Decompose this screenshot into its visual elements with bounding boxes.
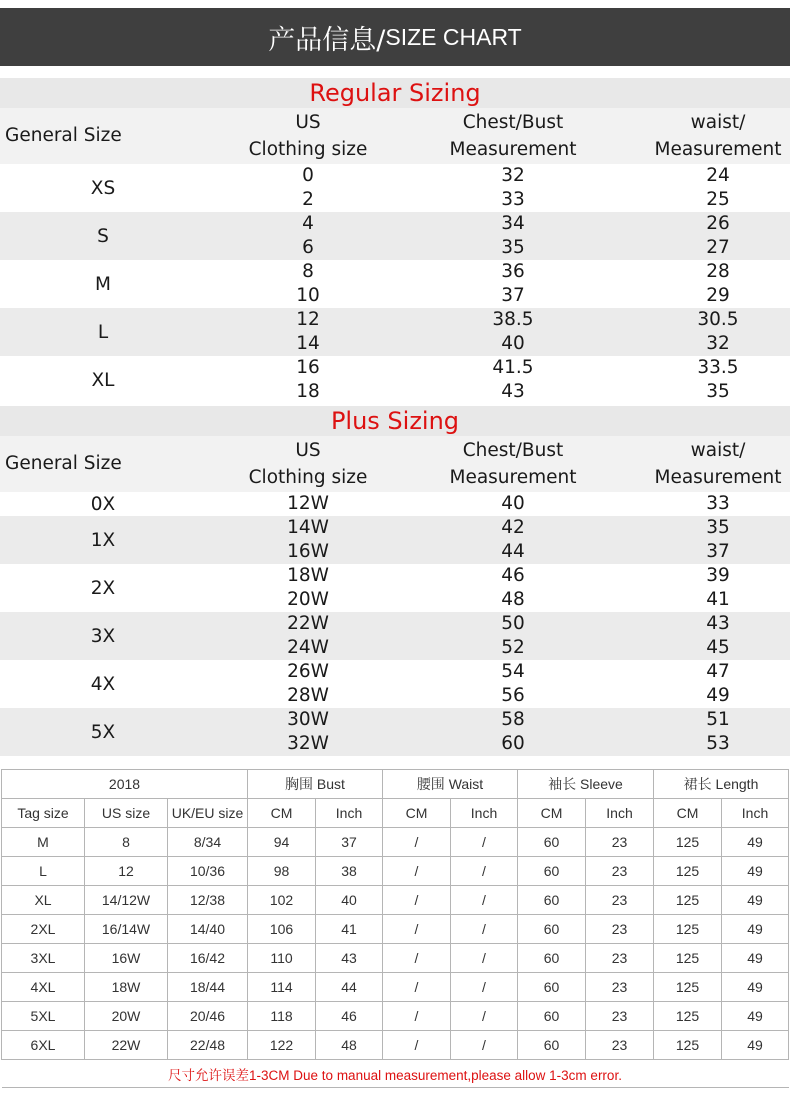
- table-cell: 60: [518, 1002, 586, 1031]
- table-cell: 8: [85, 828, 168, 857]
- table-cell: 60: [518, 944, 586, 973]
- header-waist: waist/: [690, 112, 746, 133]
- table-cell: 125: [654, 915, 722, 944]
- header-us: US: [295, 112, 321, 133]
- us-size-cell: 20W: [287, 589, 329, 610]
- chest-cell: 56: [501, 685, 525, 706]
- us-size-cell: 16W: [287, 541, 329, 562]
- table-cell: 40: [316, 886, 383, 915]
- header-clothing-size: Clothing size: [248, 467, 368, 488]
- us-size-cell: 22W: [287, 613, 329, 634]
- table-cell: 125: [654, 1002, 722, 1031]
- waist-cell: 39: [706, 565, 730, 586]
- table-cell: 18W: [85, 973, 168, 1002]
- chest-cell: 40: [501, 333, 525, 354]
- size-row: [0, 260, 790, 308]
- chest-cell: 54: [501, 661, 525, 682]
- table-cell: 6XL: [2, 1031, 85, 1060]
- us-size-cell: 10: [296, 285, 320, 306]
- table-cell: /: [383, 886, 451, 915]
- general-size-cell: M: [95, 273, 111, 295]
- page-header: [0, 8, 790, 66]
- table-cell: M: [2, 828, 85, 857]
- header-waist: waist/: [690, 440, 746, 461]
- header-title-cn: 产品信息/: [268, 24, 386, 56]
- subheader-cell: UK/EU size: [168, 799, 248, 828]
- table-cell: /: [383, 1002, 451, 1031]
- header-clothing-size: Clothing size: [248, 139, 368, 160]
- us-size-cell: 4: [302, 213, 314, 234]
- waist-cell: 33.5: [697, 357, 739, 378]
- table-row: [2, 828, 789, 857]
- size-row: [0, 356, 790, 404]
- table-cell: /: [383, 828, 451, 857]
- subheader-cell: CM: [248, 799, 316, 828]
- table-cell: 125: [654, 973, 722, 1002]
- size-row: [0, 708, 790, 756]
- waist-cell: 29: [706, 285, 730, 306]
- regular-sizing-title: Regular Sizing: [0, 78, 790, 108]
- table-cell: 10/36: [168, 857, 248, 886]
- waist-cell: 51: [706, 709, 730, 730]
- chest-cell: 42: [501, 517, 525, 538]
- table-cell: 114: [248, 973, 316, 1002]
- table-cell: /: [451, 944, 518, 973]
- us-size-cell: 16: [296, 357, 320, 378]
- table-cell: /: [451, 915, 518, 944]
- table-cell: 18/44: [168, 973, 248, 1002]
- table-cell: 20/46: [168, 1002, 248, 1031]
- us-size-cell: 24W: [287, 637, 329, 658]
- size-row: [0, 564, 790, 612]
- group-bust: 胸围 Bust: [248, 770, 383, 799]
- header-waist-measurement: Measurement: [654, 467, 782, 488]
- table-cell: 60: [518, 915, 586, 944]
- regular-header-row: [0, 108, 790, 164]
- table-cell: 125: [654, 1031, 722, 1060]
- table-cell: /: [383, 944, 451, 973]
- table-subheader-row: [2, 799, 789, 828]
- table-row: [2, 1031, 789, 1060]
- waist-cell: 30.5: [697, 309, 739, 330]
- table-cell: 14/40: [168, 915, 248, 944]
- table-cell: 4XL: [2, 973, 85, 1002]
- header-title-en: SIZE CHART: [385, 23, 522, 50]
- table-cell: 12/38: [168, 886, 248, 915]
- us-size-cell: 8: [302, 261, 314, 282]
- chest-cell: 46: [501, 565, 525, 586]
- table-cell: 106: [248, 915, 316, 944]
- header-chest-measurement: Measurement: [449, 467, 577, 488]
- subheader-cell: Inch: [722, 799, 789, 828]
- subheader-cell: Inch: [451, 799, 518, 828]
- table-cell: 98: [248, 857, 316, 886]
- table-cell: /: [451, 1031, 518, 1060]
- table-cell: 43: [316, 944, 383, 973]
- size-row: [0, 660, 790, 708]
- chest-cell: 33: [501, 189, 525, 210]
- table-cell: 125: [654, 828, 722, 857]
- size-row: [0, 612, 790, 660]
- general-size-cell: 4X: [90, 673, 116, 695]
- table-cell: 37: [316, 828, 383, 857]
- table-cell: /: [451, 1002, 518, 1031]
- table-cell: 41: [316, 915, 383, 944]
- chest-cell: 36: [501, 261, 525, 282]
- table-cell: 60: [518, 886, 586, 915]
- waist-cell: 24: [706, 165, 730, 186]
- table-cell: 60: [518, 1031, 586, 1060]
- chest-cell: 38.5: [492, 309, 534, 330]
- general-size-cell: 3X: [90, 625, 116, 647]
- table-cell: 3XL: [2, 944, 85, 973]
- plus-sizing-title: Plus Sizing: [0, 406, 790, 436]
- chest-cell: 32: [501, 165, 525, 186]
- group-sleeve: 袖长 Sleeve: [518, 770, 654, 799]
- table-cell: 22/48: [168, 1031, 248, 1060]
- header-waist-measurement: Measurement: [654, 139, 782, 160]
- table-cell: 49: [722, 973, 789, 1002]
- table-cell: 60: [518, 828, 586, 857]
- chest-cell: 44: [501, 541, 525, 562]
- waist-cell: 27: [706, 237, 730, 258]
- table-cell: 23: [586, 857, 654, 886]
- header-chest: Chest/Bust: [462, 112, 564, 133]
- table-cell: /: [451, 857, 518, 886]
- subheader-cell: CM: [518, 799, 586, 828]
- subheader-cell: CM: [383, 799, 451, 828]
- waist-cell: 33: [706, 493, 730, 514]
- table-cell: 125: [654, 857, 722, 886]
- measurement-note: 尺寸允许误差1-3CM Due to manual measurement,please allow 1-3cm error.: [2, 1060, 789, 1088]
- waist-cell: 28: [706, 261, 730, 282]
- us-size-cell: 12W: [287, 493, 329, 514]
- measurement-table: [1, 769, 789, 1088]
- table-cell: 49: [722, 886, 789, 915]
- table-cell: 44: [316, 973, 383, 1002]
- size-row: [0, 164, 790, 212]
- general-size-cell: 2X: [90, 577, 116, 599]
- table-group-header-row: [2, 770, 789, 799]
- us-size-cell: 32W: [287, 733, 329, 754]
- chest-cell: 43: [501, 381, 525, 402]
- us-size-cell: 18W: [287, 565, 329, 586]
- size-row: [0, 492, 790, 516]
- waist-cell: 37: [706, 541, 730, 562]
- table-cell: 14/12W: [85, 886, 168, 915]
- subheader-cell: Inch: [316, 799, 383, 828]
- waist-cell: 35: [706, 381, 730, 402]
- subheader-cell: Tag size: [2, 799, 85, 828]
- table-row: [2, 857, 789, 886]
- header-chest: Chest/Bust: [462, 440, 564, 461]
- general-size-cell: S: [97, 225, 109, 247]
- table-cell: 5XL: [2, 1002, 85, 1031]
- table-cell: 23: [586, 886, 654, 915]
- table-cell: 125: [654, 886, 722, 915]
- group-waist: 腰围 Waist: [383, 770, 518, 799]
- table-cell: 38: [316, 857, 383, 886]
- table-cell: 23: [586, 944, 654, 973]
- us-size-cell: 12: [296, 309, 320, 330]
- table-cell: 102: [248, 886, 316, 915]
- chest-cell: 34: [501, 213, 525, 234]
- header-general-size: General Size: [5, 453, 122, 474]
- table-cell: /: [451, 973, 518, 1002]
- table-cell: 2XL: [2, 915, 85, 944]
- table-cell: L: [2, 857, 85, 886]
- chest-cell: 40: [501, 493, 525, 514]
- subheader-cell: US size: [85, 799, 168, 828]
- table-cell: 8/34: [168, 828, 248, 857]
- table-cell: /: [383, 857, 451, 886]
- table-cell: /: [383, 973, 451, 1002]
- waist-cell: 47: [706, 661, 730, 682]
- chest-cell: 52: [501, 637, 525, 658]
- size-row: [0, 308, 790, 356]
- table-cell: 16/14W: [85, 915, 168, 944]
- table-cell: 49: [722, 1031, 789, 1060]
- chest-cell: 35: [501, 237, 525, 258]
- waist-cell: 32: [706, 333, 730, 354]
- table-cell: 49: [722, 1002, 789, 1031]
- table-cell: /: [383, 1031, 451, 1060]
- table-row: [2, 944, 789, 973]
- us-size-cell: 30W: [287, 709, 329, 730]
- waist-cell: 53: [706, 733, 730, 754]
- table-cell: 46: [316, 1002, 383, 1031]
- table-cell: /: [451, 886, 518, 915]
- table-cell: 20W: [85, 1002, 168, 1031]
- us-size-cell: 14W: [287, 517, 329, 538]
- us-size-cell: 18: [296, 381, 320, 402]
- us-size-cell: 28W: [287, 685, 329, 706]
- table-cell: 23: [586, 973, 654, 1002]
- note-row: [2, 1060, 789, 1088]
- chest-cell: 60: [501, 733, 525, 754]
- table-cell: 16/42: [168, 944, 248, 973]
- chest-cell: 41.5: [492, 357, 534, 378]
- table-cell: 49: [722, 944, 789, 973]
- table-cell: 49: [722, 828, 789, 857]
- table-cell: 16W: [85, 944, 168, 973]
- us-size-cell: 14: [296, 333, 320, 354]
- table-cell: 23: [586, 1002, 654, 1031]
- general-size-cell: 5X: [90, 721, 116, 743]
- year-cell: 2018: [2, 770, 248, 799]
- table-cell: /: [451, 828, 518, 857]
- subheader-cell: CM: [654, 799, 722, 828]
- table-cell: 48: [316, 1031, 383, 1060]
- table-cell: 125: [654, 944, 722, 973]
- table-cell: 122: [248, 1031, 316, 1060]
- table-row: [2, 886, 789, 915]
- table-cell: 94: [248, 828, 316, 857]
- table-cell: 60: [518, 973, 586, 1002]
- waist-cell: 41: [706, 589, 730, 610]
- chest-cell: 58: [501, 709, 525, 730]
- subheader-cell: Inch: [586, 799, 654, 828]
- table-row: [2, 1002, 789, 1031]
- table-cell: 49: [722, 915, 789, 944]
- table-cell: 23: [586, 915, 654, 944]
- header-general-size: General Size: [5, 125, 122, 146]
- chest-cell: 37: [501, 285, 525, 306]
- table-cell: 118: [248, 1002, 316, 1031]
- size-row: [0, 516, 790, 564]
- waist-cell: 25: [706, 189, 730, 210]
- table-row: [2, 973, 789, 1002]
- waist-cell: 35: [706, 517, 730, 538]
- waist-cell: 49: [706, 685, 730, 706]
- waist-cell: 43: [706, 613, 730, 634]
- waist-cell: 45: [706, 637, 730, 658]
- plus-header-row: [0, 436, 790, 492]
- us-size-cell: 6: [302, 237, 314, 258]
- table-cell: 23: [586, 1031, 654, 1060]
- us-size-cell: 2: [302, 189, 314, 210]
- table-cell: 23: [586, 828, 654, 857]
- general-size-cell: XL: [91, 369, 115, 391]
- header-chest-measurement: Measurement: [449, 139, 577, 160]
- table-cell: /: [383, 915, 451, 944]
- us-size-cell: 26W: [287, 661, 329, 682]
- general-size-cell: L: [97, 321, 109, 343]
- table-cell: 12: [85, 857, 168, 886]
- table-row: [2, 915, 789, 944]
- chest-cell: 48: [501, 589, 525, 610]
- waist-cell: 26: [706, 213, 730, 234]
- chest-cell: 50: [501, 613, 525, 634]
- header-us: US: [295, 440, 321, 461]
- table-cell: 22W: [85, 1031, 168, 1060]
- group-length: 裙长 Length: [654, 770, 789, 799]
- general-size-cell: 1X: [90, 529, 116, 551]
- general-size-cell: XS: [90, 177, 116, 199]
- table-cell: 60: [518, 857, 586, 886]
- us-size-cell: 0: [302, 165, 314, 186]
- table-cell: 110: [248, 944, 316, 973]
- general-size-cell: 0X: [90, 493, 116, 515]
- size-row: [0, 212, 790, 260]
- table-cell: XL: [2, 886, 85, 915]
- table-cell: 49: [722, 857, 789, 886]
